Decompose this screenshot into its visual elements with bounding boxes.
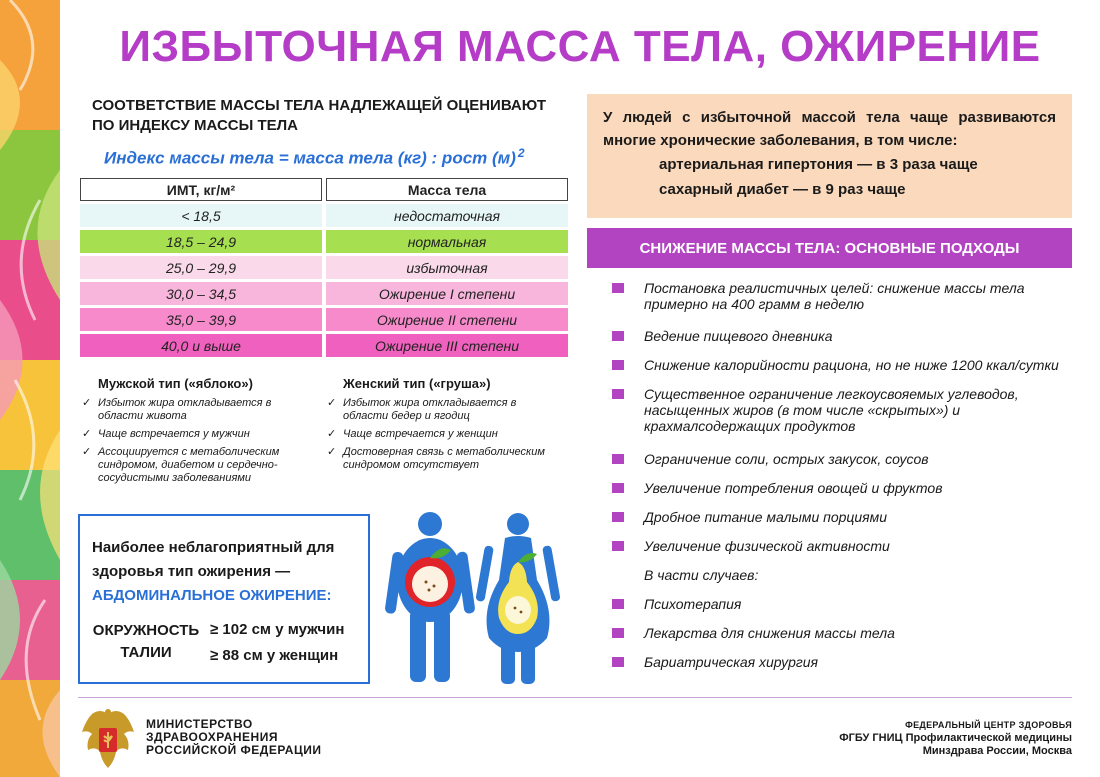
approaches-heading: СНИЖЕНИЕ МАССЫ ТЕЛА: ОСНОВНЫЕ ПОДХОДЫ — [587, 228, 1072, 268]
list-item — [612, 357, 1072, 373]
bmi-range-cell: 18,5 – 24,9 — [80, 230, 322, 253]
male-type-item: Избыток жира откладывается в области живота — [98, 397, 272, 422]
bullet-square-icon — [612, 454, 624, 464]
center-line-3: Минздрава России, Москва — [922, 745, 1072, 757]
approaches-list — [612, 280, 1072, 670]
risk-diabetes: сахарный диабет — в 9 раз чаще — [659, 181, 906, 198]
bmi-category-cell: Ожирение III степени — [326, 334, 568, 357]
coat-of-arms-emblem — [78, 706, 138, 772]
approach-text: Бариатрическая хирургия — [644, 654, 819, 670]
bmi-category-cell: Ожирение I степени — [326, 282, 568, 305]
table-row — [80, 204, 568, 227]
list-item — [325, 446, 558, 472]
bmi-range-cell: 25,0 – 29,9 — [80, 256, 322, 279]
check-icon: ✓ — [327, 397, 337, 409]
list-item — [612, 480, 1072, 496]
list-item — [80, 446, 313, 485]
bmi-table-header — [80, 178, 568, 201]
male-type-item: Чаще встречается у мужчин — [98, 428, 250, 440]
abdominal-line: Наиболее неблагоприятный для здоровья тип ожирения — — [92, 539, 335, 580]
bullet-square-icon — [612, 512, 624, 522]
female-type-item: Чаще встречается у женщин — [343, 428, 498, 440]
list-item — [325, 428, 558, 441]
bmi-table — [80, 178, 568, 360]
male-apple-figure — [385, 512, 476, 682]
bullet-square-icon — [612, 628, 624, 638]
page-title: ИЗБЫТОЧНАЯ МАССА ТЕЛА, ОЖИРЕНИЕ — [119, 22, 1041, 71]
waist-label: ОКРУЖНОСТЬ ТАЛИИ — [92, 622, 200, 661]
formula-text: Индекс массы тела = масса тела (кг) : рост (м) — [104, 148, 516, 168]
ministry-name — [146, 718, 321, 757]
bmi-category-cell: недостаточная — [326, 204, 568, 227]
approach-text: Лекарства для снижения массы тела — [644, 625, 895, 641]
bmi-range-cell: 30,0 – 34,5 — [80, 282, 322, 305]
abdominal-text — [92, 536, 362, 608]
female-type-column — [325, 376, 570, 490]
list-item — [80, 428, 313, 441]
ministry-line: МИНИСТЕРСТВО — [146, 717, 253, 731]
check-icon: ✓ — [327, 446, 337, 458]
table-row — [80, 256, 568, 279]
risk-lead: У людей с избыточной массой тела чаще развиваются многие хронические заболевания, в том числе: — [603, 109, 1056, 149]
approach-text: Ограничение соли, острых закусок, соусов — [644, 451, 929, 467]
bmi-range-cell: 35,0 – 39,9 — [80, 308, 322, 331]
approach-text: Снижение калорийности рациона, но не ниже 1200 ккал/сутки — [644, 357, 1059, 373]
footer-divider — [78, 697, 1072, 698]
list-item — [612, 386, 1072, 434]
risk-info-box — [587, 94, 1072, 218]
bmi-range-cell: < 18,5 — [80, 204, 322, 227]
bullet-square-icon — [612, 331, 624, 341]
center-line-2: ФГБУ ГНИЦ Профилактической медицины — [839, 732, 1072, 744]
waist-women: ≥ 88 см у женщин — [210, 647, 339, 664]
approach-text: Увеличение потребления овощей и фруктов — [644, 480, 943, 496]
table-row — [80, 230, 568, 253]
bmi-category-cell: избыточная — [326, 256, 568, 279]
approaches-note: В части случаев: — [644, 567, 759, 583]
approach-text: Дробное питание малыми порциями — [644, 509, 888, 525]
approach-text: Существенное ограничение легкоусвояемых углеводов, насыщенных жиров (в том числе «скрытых») и крахмалсодержащих продуктов — [644, 386, 1019, 434]
table-row — [80, 282, 568, 305]
bullet-square-icon — [612, 657, 624, 667]
bullet-square-icon — [612, 389, 624, 399]
approach-text: Ведение пищевого дневника — [644, 328, 833, 344]
bullet-square-icon — [612, 483, 624, 493]
list-item — [612, 280, 1072, 312]
approach-text: Психотерапия — [644, 596, 742, 612]
list-item — [612, 451, 1072, 467]
bullet-square-icon — [612, 283, 624, 293]
bmi-category-cell: Ожирение II степени — [326, 308, 568, 331]
list-item — [612, 509, 1072, 525]
female-type-title: Женский тип («груша») — [343, 376, 491, 391]
female-type-item: Избыток жира откладывается в области бедер и ягодиц — [343, 397, 517, 422]
ministry-line: ЗДРАВООХРАНЕНИЯ — [146, 730, 278, 744]
decorative-ribbon — [0, 0, 60, 777]
bmi-formula — [104, 146, 574, 169]
table-row — [80, 334, 568, 357]
abdominal-highlight: АБДОМИНАЛЬНОЕ ОЖИРЕНИЕ: — [92, 587, 332, 604]
formula-exponent: 2 — [517, 146, 525, 160]
waist-values — [210, 617, 360, 669]
check-icon: ✓ — [82, 397, 92, 409]
list-item — [612, 654, 1072, 670]
list-item — [612, 596, 1072, 612]
list-item — [612, 328, 1072, 344]
list-item — [325, 397, 558, 423]
abdominal-obesity-box — [78, 514, 370, 684]
check-icon: ✓ — [82, 446, 92, 458]
table-row — [80, 308, 568, 331]
bmi-intro-text: СООТВЕТСТВИЕ МАССЫ ТЕЛА НАДЛЕЖАЩЕЙ ОЦЕНИВАЮТ ПО ИНДЕКСУ МАССЫ ТЕЛА — [92, 97, 547, 134]
bullet-square-icon — [612, 599, 624, 609]
check-icon: ✓ — [327, 428, 337, 440]
male-type-item: Ассоциируется с метаболическим синдромом, диабетом и сердечно-сосудистыми заболеваниями — [98, 446, 280, 484]
female-type-list — [325, 397, 570, 472]
obesity-types — [80, 376, 570, 490]
bmi-range-cell: 40,0 и выше — [80, 334, 322, 357]
check-icon: ✓ — [82, 428, 92, 440]
list-item — [612, 625, 1072, 641]
body-figures-illustration — [385, 510, 570, 690]
bmi-header-mass: Масса тела — [326, 178, 568, 201]
female-pear-figure — [475, 513, 560, 684]
approach-text: Увеличение физической активности — [644, 538, 890, 554]
risk-hypertension: артериальная гипертония — в 3 раза чаще — [659, 156, 978, 173]
ministry-line: РОССИЙСКОЙ ФЕДЕРАЦИИ — [146, 743, 322, 757]
approach-text: Постановка реалистичных целей: снижение массы тела примерно на 400 грамм в неделю — [644, 280, 1025, 312]
list-item — [612, 538, 1072, 554]
female-type-item: Достоверная связь с метаболическим синдромом отсутствует — [343, 446, 545, 471]
bmi-header-index: ИМТ, кг/м² — [80, 178, 322, 201]
center-line-1: ФЕДЕРАЛЬНЫЙ ЦЕНТР ЗДОРОВЬЯ — [905, 720, 1072, 730]
male-type-column — [80, 376, 325, 490]
male-type-list — [80, 397, 325, 485]
bullet-square-icon — [612, 360, 624, 370]
male-type-title: Мужской тип («яблоко») — [98, 376, 253, 391]
bullet-square-icon — [612, 541, 624, 551]
waist-men: ≥ 102 см у мужчин — [210, 621, 345, 638]
bmi-category-cell: нормальная — [326, 230, 568, 253]
list-item — [80, 397, 313, 423]
health-center-info — [839, 719, 1072, 758]
